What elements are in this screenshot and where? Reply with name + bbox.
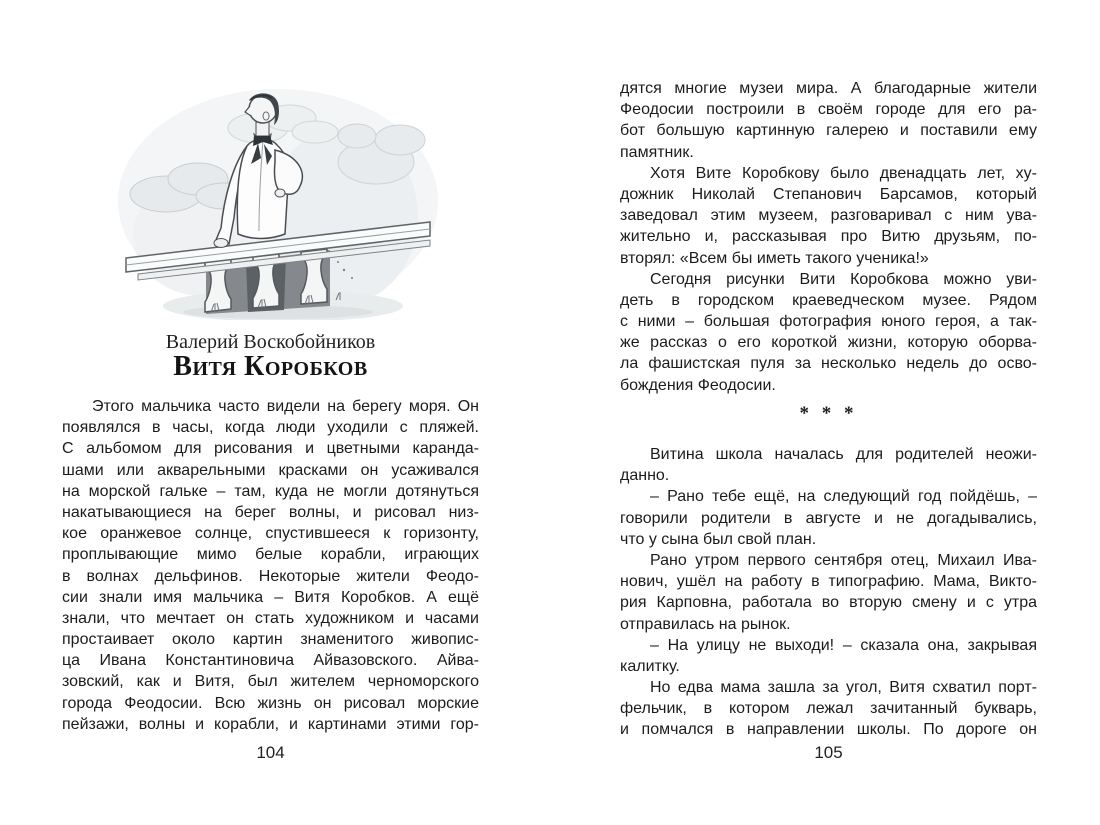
- text-line: говорили родители в августе и не догадывались,: [620, 509, 1037, 527]
- text-line: Сегодня рисунки Вити Коробкова можно уви-: [650, 270, 1037, 288]
- right-page-body-text-top: [620, 78, 1037, 396]
- text-line: рия Карповна, работала во вторую смену и с утра: [620, 594, 1037, 612]
- text-line: пейзажи, волны и корабли, и картинами этими гор-: [62, 715, 479, 733]
- text-line: – Рано тебе ещё, на следующий год пойдёшь, –: [650, 488, 1037, 506]
- text-line: ла фашистская пуля за несколько недель до осво-: [620, 355, 1037, 373]
- section-separator-stars: * * *: [799, 403, 858, 424]
- text-line: с ними – большая фотография юного героя, а так-: [620, 313, 1037, 331]
- text-line: зовский, как и Витя, был жителем черноморского: [62, 673, 479, 691]
- text-line: С альбомом для рисования и цветными каранда-: [62, 440, 479, 458]
- text-line: дятся многие музеи мира. А благодарные жители: [620, 80, 1037, 97]
- text-line: появлялся в часы, когда люди уходили с пляжей.: [62, 419, 479, 437]
- text-line: что у сына был свой план.: [620, 530, 817, 548]
- text-line: в волнах дельфинов. Некоторые жители Феодо-: [62, 567, 479, 585]
- page-number-left: 104: [256, 743, 285, 762]
- text-line: нович, ушёл на работу в типографию. Мама, Викто-: [620, 573, 1037, 591]
- text-line: отправилась на рынок.: [620, 615, 791, 633]
- right-page-body-text-bottom: [620, 444, 1037, 741]
- text-line: и помчался в направлении школы. По дороге он: [620, 721, 1037, 739]
- text-line: простаивает около картин знаменитого живопис-: [62, 631, 479, 649]
- text-line: заведовал этим музеем, разговаривал с ним ува-: [620, 207, 1037, 225]
- author-name: Валерий Воскобойников: [165, 331, 376, 353]
- text-line: же рассказ о его короткой жизни, которую оборва-: [620, 334, 1037, 352]
- text-line: жительно и, рассказывая про Витю друзьям, по-: [620, 228, 1037, 246]
- story-title: Витя Коробков: [173, 351, 368, 382]
- text-line: дожник Николай Степанович Барсамов, который: [620, 185, 1037, 203]
- text-line: накатывающиеся на берег волны, и рисовал низ-: [62, 503, 479, 521]
- text-line: знали, что мечтает он стать художником и часами: [62, 609, 479, 627]
- text-line: кое оранжевое солнце, спустившееся к горизонту,: [62, 525, 479, 543]
- text-line: калитку.: [620, 657, 680, 675]
- page-number-right: 105: [814, 743, 843, 762]
- text-line: вторял: «Всем бы иметь такого ученика!»: [620, 249, 929, 267]
- left-page-body-text: [62, 396, 479, 735]
- text-line: памятник.: [620, 143, 694, 161]
- text-line: бождения Феодосии.: [620, 376, 776, 394]
- text-line: Витина школа началась для родителей неожи-: [650, 446, 1037, 463]
- text-line: – На улицу не выходи! – сказала она, закрывая: [650, 636, 1037, 654]
- right-page: [620, 0, 1037, 825]
- text-line: фельчик, в котором лежал зачитанный букварь,: [620, 700, 1037, 718]
- text-line: ца Ивана Константиновича Айвазовского. Айва-: [62, 652, 479, 670]
- text-line: шами или акварельными красками он усаживался: [62, 461, 479, 479]
- left-page: [62, 0, 479, 825]
- boy-at-balustrade-sketch-svg: [108, 66, 448, 320]
- text-line: Феодосии построили в своём городе для его ра-: [620, 101, 1037, 119]
- text-line: города Феодосии. Всю жизнь он рисовал морские: [62, 694, 479, 712]
- text-line: сии знали имя мальчика – Витя Коробков. А ещё: [62, 588, 479, 606]
- text-line: Рано утром первого сентября отец, Михаил Ива-: [650, 551, 1037, 569]
- boy-at-balustrade-illustration: [108, 66, 448, 320]
- text-line: данно.: [620, 467, 670, 485]
- text-line: деть в городском краеведческом музее. Рядом: [620, 291, 1037, 309]
- text-line: Хотя Вите Коробкову было двенадцать лет, ху-: [650, 164, 1037, 182]
- text-line: Этого мальчика часто видели на берегу моря. Он: [92, 398, 479, 415]
- text-line: Но едва мама зашла за угол, Витя схватил порт-: [650, 679, 1037, 697]
- text-line: на морской гальке – там, куда не могли дотянуться: [62, 482, 479, 500]
- text-line: проплывающие мимо белые корабли, играющих: [62, 546, 479, 564]
- text-line: бот большую картинную галерею и поставили ему: [620, 122, 1037, 140]
